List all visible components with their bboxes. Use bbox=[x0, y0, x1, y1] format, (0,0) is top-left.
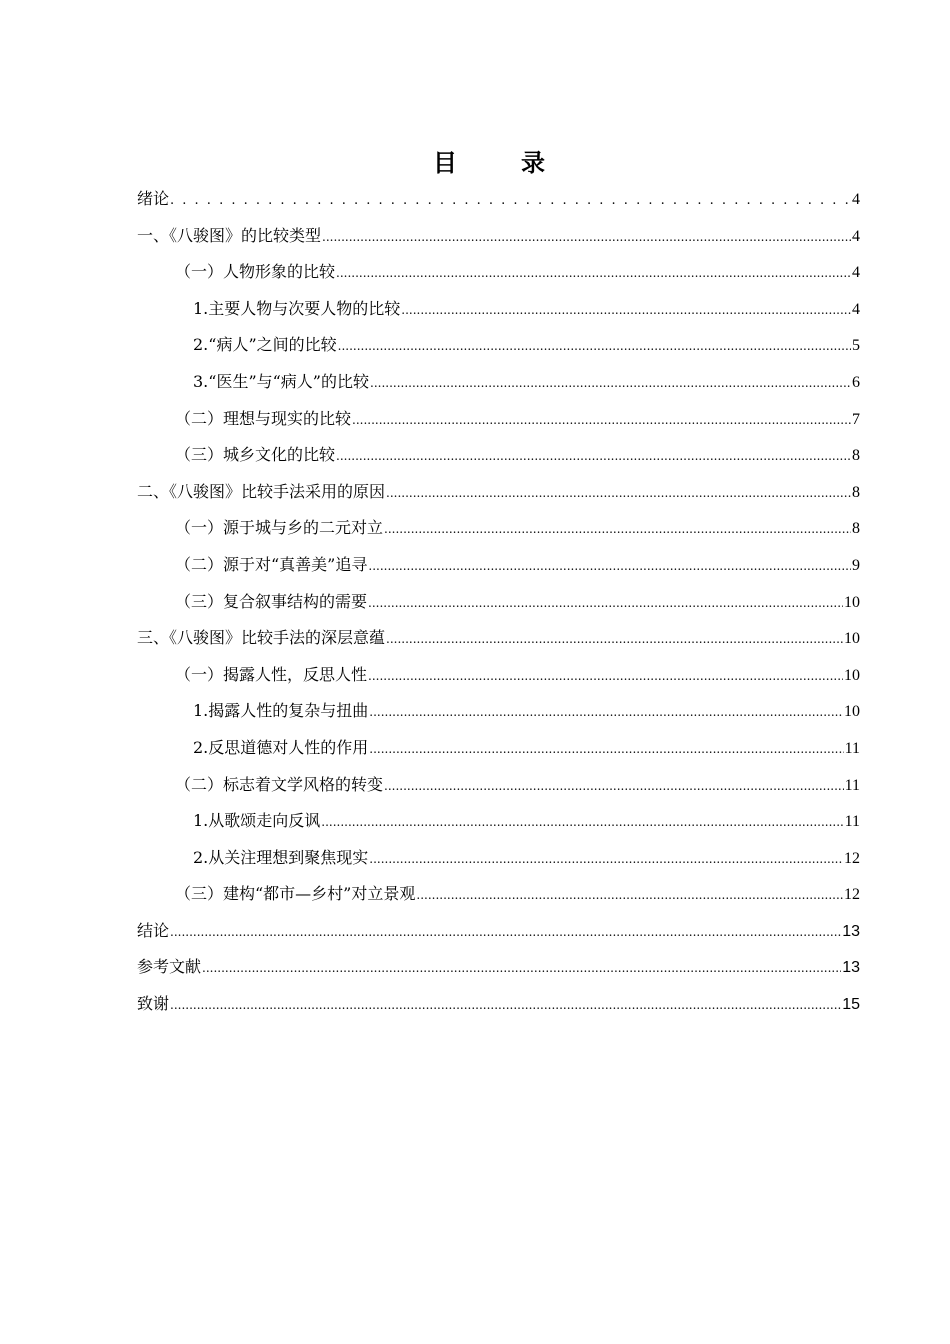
toc-entry-page: 8 bbox=[852, 483, 860, 501]
toc-entry-label: （一）揭露人性，反思人性 bbox=[175, 664, 368, 684]
toc-entry-label: （二）源于对“真善美”追寻 bbox=[175, 554, 368, 574]
toc-dot-leader bbox=[384, 768, 844, 805]
toc-entry-label: 一、《八骏图》的比较类型 bbox=[137, 225, 322, 245]
toc-entry-page: 4 bbox=[852, 264, 860, 282]
toc-entry-label: 1.从歌颂走向反讽 bbox=[193, 811, 321, 831]
toc-entry-label: （二）标志着文学风格的转变 bbox=[175, 774, 384, 794]
toc-dot-leader bbox=[321, 804, 843, 841]
toc-entry-label: 结论 bbox=[137, 920, 170, 940]
toc-dot-leader bbox=[322, 219, 851, 256]
toc-entry-label: 二、《八骏图》比较手法采用的原因 bbox=[137, 481, 386, 501]
toc-entry-section-3-1[interactable] bbox=[137, 657, 860, 694]
toc-entry-page: 4 bbox=[852, 227, 860, 245]
toc-entry-label: 2.“病人”之间的比较 bbox=[193, 335, 337, 355]
toc-entry-page: 10 bbox=[844, 666, 860, 684]
toc-title: 目 录 bbox=[433, 149, 565, 177]
toc-dot-leader bbox=[401, 292, 851, 329]
toc-dot-leader bbox=[368, 658, 843, 695]
toc-entry-label: （一）人物形象的比较 bbox=[175, 262, 336, 282]
toc-entry-section-3-2[interactable] bbox=[137, 767, 860, 804]
toc-entry-subsection-3-1-1[interactable] bbox=[137, 693, 860, 730]
toc-entry-label: 2.从关注理想到聚焦现实 bbox=[193, 847, 369, 867]
toc-entry-label: （一）源于城与乡的二元对立 bbox=[175, 518, 384, 538]
toc-dot-leader bbox=[416, 877, 843, 914]
toc-entry-label: （二）理想与现实的比较 bbox=[175, 408, 352, 428]
toc-dot-leader bbox=[336, 438, 851, 475]
toc-dot-leader bbox=[370, 365, 851, 402]
toc-entry-section-3-3[interactable] bbox=[137, 876, 860, 913]
toc-entry-page: 11 bbox=[844, 776, 860, 794]
toc-list bbox=[137, 181, 860, 1023]
toc-entry-chapter-3[interactable] bbox=[137, 620, 860, 657]
toc-entry-section-1-1[interactable] bbox=[137, 254, 860, 291]
toc-entry-page: 13 bbox=[842, 959, 860, 977]
toc-entry-page: 10 bbox=[844, 703, 860, 721]
toc-entry-references[interactable] bbox=[137, 949, 860, 986]
toc-entry-page: 10 bbox=[844, 593, 860, 611]
toc-dot-leader bbox=[170, 182, 851, 220]
toc-entry-label: 三、《八骏图》比较手法的深层意蕴 bbox=[137, 628, 386, 648]
toc-entry-label: 1.揭露人性的复杂与扭曲 bbox=[193, 701, 369, 721]
toc-entry-section-1-2[interactable] bbox=[137, 401, 860, 438]
toc-dot-leader bbox=[368, 548, 851, 585]
toc-entry-subsection-3-2-2[interactable] bbox=[137, 840, 860, 877]
toc-entry-page: 8 bbox=[852, 520, 860, 538]
toc-entry-label: 2.反思道德对人性的作用 bbox=[193, 737, 369, 757]
toc-entry-page: 4 bbox=[852, 191, 860, 208]
toc-entry-intro[interactable] bbox=[137, 181, 860, 218]
toc-entry-label: 1.主要人物与次要人物的比较 bbox=[193, 298, 401, 318]
toc-entry-page: 8 bbox=[852, 447, 860, 465]
toc-entry-page: 4 bbox=[852, 300, 860, 318]
toc-entry-page: 5 bbox=[852, 337, 860, 355]
toc-entry-subsection-1-1-1[interactable] bbox=[137, 291, 860, 328]
toc-dot-leader bbox=[338, 328, 851, 365]
toc-entry-section-2-3[interactable] bbox=[137, 584, 860, 621]
toc-entry-label: 绪论 bbox=[137, 189, 170, 208]
toc-entry-conclusion[interactable] bbox=[137, 913, 860, 950]
toc-dot-leader bbox=[369, 731, 843, 768]
toc-entry-chapter-2[interactable] bbox=[137, 474, 860, 511]
toc-entry-page: 7 bbox=[852, 410, 860, 428]
toc-entry-label: （三）复合叙事结构的需要 bbox=[175, 591, 368, 611]
toc-entry-section-2-2[interactable] bbox=[137, 547, 860, 584]
toc-dot-leader bbox=[170, 987, 841, 1024]
toc-entry-acknowledgements[interactable] bbox=[137, 986, 860, 1023]
toc-entry-section-2-1[interactable] bbox=[137, 510, 860, 547]
toc-dot-leader bbox=[368, 585, 843, 622]
toc-entry-label: （三）建构“都市—乡村”对立景观 bbox=[175, 884, 416, 904]
toc-dot-leader bbox=[386, 475, 851, 512]
toc-dot-leader bbox=[170, 914, 841, 951]
toc-entry-page: 6 bbox=[852, 373, 860, 391]
toc-entry-page: 12 bbox=[844, 849, 860, 867]
toc-dot-leader bbox=[369, 694, 843, 731]
toc-dot-leader bbox=[369, 841, 843, 878]
toc-dot-leader bbox=[384, 511, 851, 548]
toc-entry-label: （三）城乡文化的比较 bbox=[175, 445, 336, 465]
toc-entry-subsection-1-1-2[interactable] bbox=[137, 327, 860, 364]
toc-entry-section-1-3[interactable] bbox=[137, 437, 860, 474]
toc-entry-label: 致谢 bbox=[137, 994, 170, 1014]
toc-dot-leader bbox=[336, 255, 851, 292]
toc-entry-page: 13 bbox=[842, 922, 860, 940]
toc-entry-subsection-3-2-1[interactable] bbox=[137, 803, 860, 840]
toc-entry-subsection-1-1-3[interactable] bbox=[137, 364, 860, 401]
toc-dot-leader bbox=[386, 621, 843, 658]
toc-entry-page: 15 bbox=[842, 996, 860, 1014]
toc-entry-page: 10 bbox=[844, 630, 860, 648]
toc-entry-page: 11 bbox=[844, 813, 860, 831]
toc-entry-label: 3.“医生”与“病人”的比较 bbox=[193, 371, 369, 391]
toc-dot-leader bbox=[352, 402, 851, 439]
toc-entry-label: 参考文献 bbox=[137, 957, 202, 977]
toc-entry-page: 12 bbox=[844, 886, 860, 904]
toc-dot-leader bbox=[202, 950, 841, 987]
toc-entry-chapter-1[interactable] bbox=[137, 218, 860, 255]
toc-entry-page: 9 bbox=[852, 556, 860, 574]
toc-entry-subsection-3-1-2[interactable] bbox=[137, 730, 860, 767]
toc-entry-page: 11 bbox=[844, 739, 860, 757]
